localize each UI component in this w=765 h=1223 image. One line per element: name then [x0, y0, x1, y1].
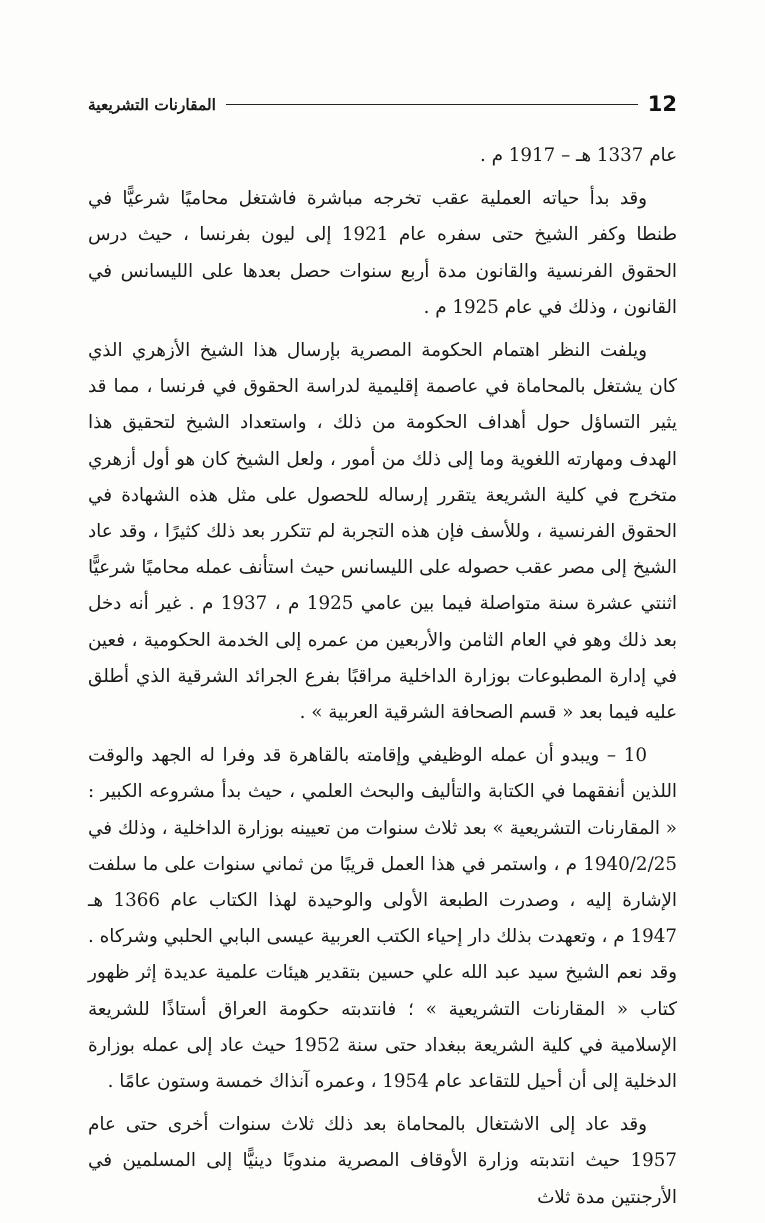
paragraph: ويلفت النظر اهتمام الحكومة المصرية بإرسال هذا الشيخ الأزهري الذي كان يشتغل بالمحاماة في عاصمة إقليمية لدراسة الحقوق في فرنسا ، مما قد يثير التساؤل حول أهداف الحكومة من ذلك ، واستعداد الشيخ لتحقيق هذا الهدف ومهارته اللغوية وما إلى ذلك من أمور ، ولعل الشيخ كان هو أول أزهري متخرج في كلية الشريعة يتقرر إرساله للحصول على مثل هذه الشهادة في الحقوق الفرنسية ، وللأسف فإن هذه التجربة لم تتكرر بعد ذلك كثيرًا ، وقد عاد الشيخ إلى مصر عقب حصوله على الليسانس حيث استأنف عمله محاميًا شرعيًّا اثنتي عشرة سنة متواصلة فيما بين عامي 1925 م ، 1937 م . غير أنه دخل بعد ذلك وهو في العام الثامن والأربعين من عمره إلى الخدمة الحكومية ، فعين في إدارة المطبوعات بوزارة الداخلية مراقبًا بفرع الجرائد الشرقية الذي أطلق عليه فيما بعد « قسم الصحافة الشرقية العربية » .	[88, 340, 678, 724]
body-text	[88, 138, 677, 1223]
paragraph: عام 1337 هـ – 1917 م .	[479, 145, 677, 166]
running-title: المقارنات التشريعية	[88, 94, 216, 114]
page-header	[88, 86, 677, 122]
paragraph: وقد بدأ حياته العملية عقب تخرجه مباشرة فاشتغل محاميًا شرعيًّا في طنطا وكفر الشيخ حتى سفره عام 1921 إلى ليون بفرنسا ، حيث درس الحقوق الفرنسية والقانون مدة أربع سنوات حصل بعدها على الليسانس في القانون ، وذلك في عام 1925 م .	[88, 188, 677, 318]
header-rule	[226, 104, 638, 105]
paragraph: 10 – ويبدو أن عمله الوظيفي وإقامته بالقاهرة قد وفرا له الجهد والوقت اللذين أنفقهما في الكتابة والتأليف والبحث العلمي ، حيث بدأ مشروعه الكبير : « المقارنات التشريعية » بعد ثلاث سنوات من تعيينه بوزارة الداخلية ، وذلك في 1940/2/25 م ، واستمر في هذا العمل قريبًا من ثماني سنوات على ما سلفت الإشارة إليه ، وصدرت الطبعة الأولى والوحيدة لهذا الكتاب عام 1366 هـ 1947 م ، وتعهدت بذلك دار إحياء الكتب العربية عيسى البابي الحلبي وشركاه . وقد نعم الشيخ سيد عبد الله علي حسين بتقدير هيئات علمية عديدة إثر ظهور كتاب « المقارنات التشريعية » ؛ فانتدبته حكومة العراق أستاذًا للشريعة الإسلامية في كلية الشريعة ببغداد حتى سنة 1952 حيث عاد إلى عمله بوزارة الدخلية إلى أن أحيل للتقاعد عام 1954 ، وعمره آنذاك خمسة وستون عامًا .	[88, 745, 678, 1093]
paragraph: وقد عاد إلى الاشتغال بالمحاماة بعد ذلك ثلاث سنوات أخرى حتى عام 1957 حيث انتدبته وزارة الأوقاف المصرية مندوبًا دينيًّا إلى المسلمين في الأرجنتين مدة ثلاث	[88, 1114, 677, 1208]
page-number: 12	[647, 92, 677, 116]
